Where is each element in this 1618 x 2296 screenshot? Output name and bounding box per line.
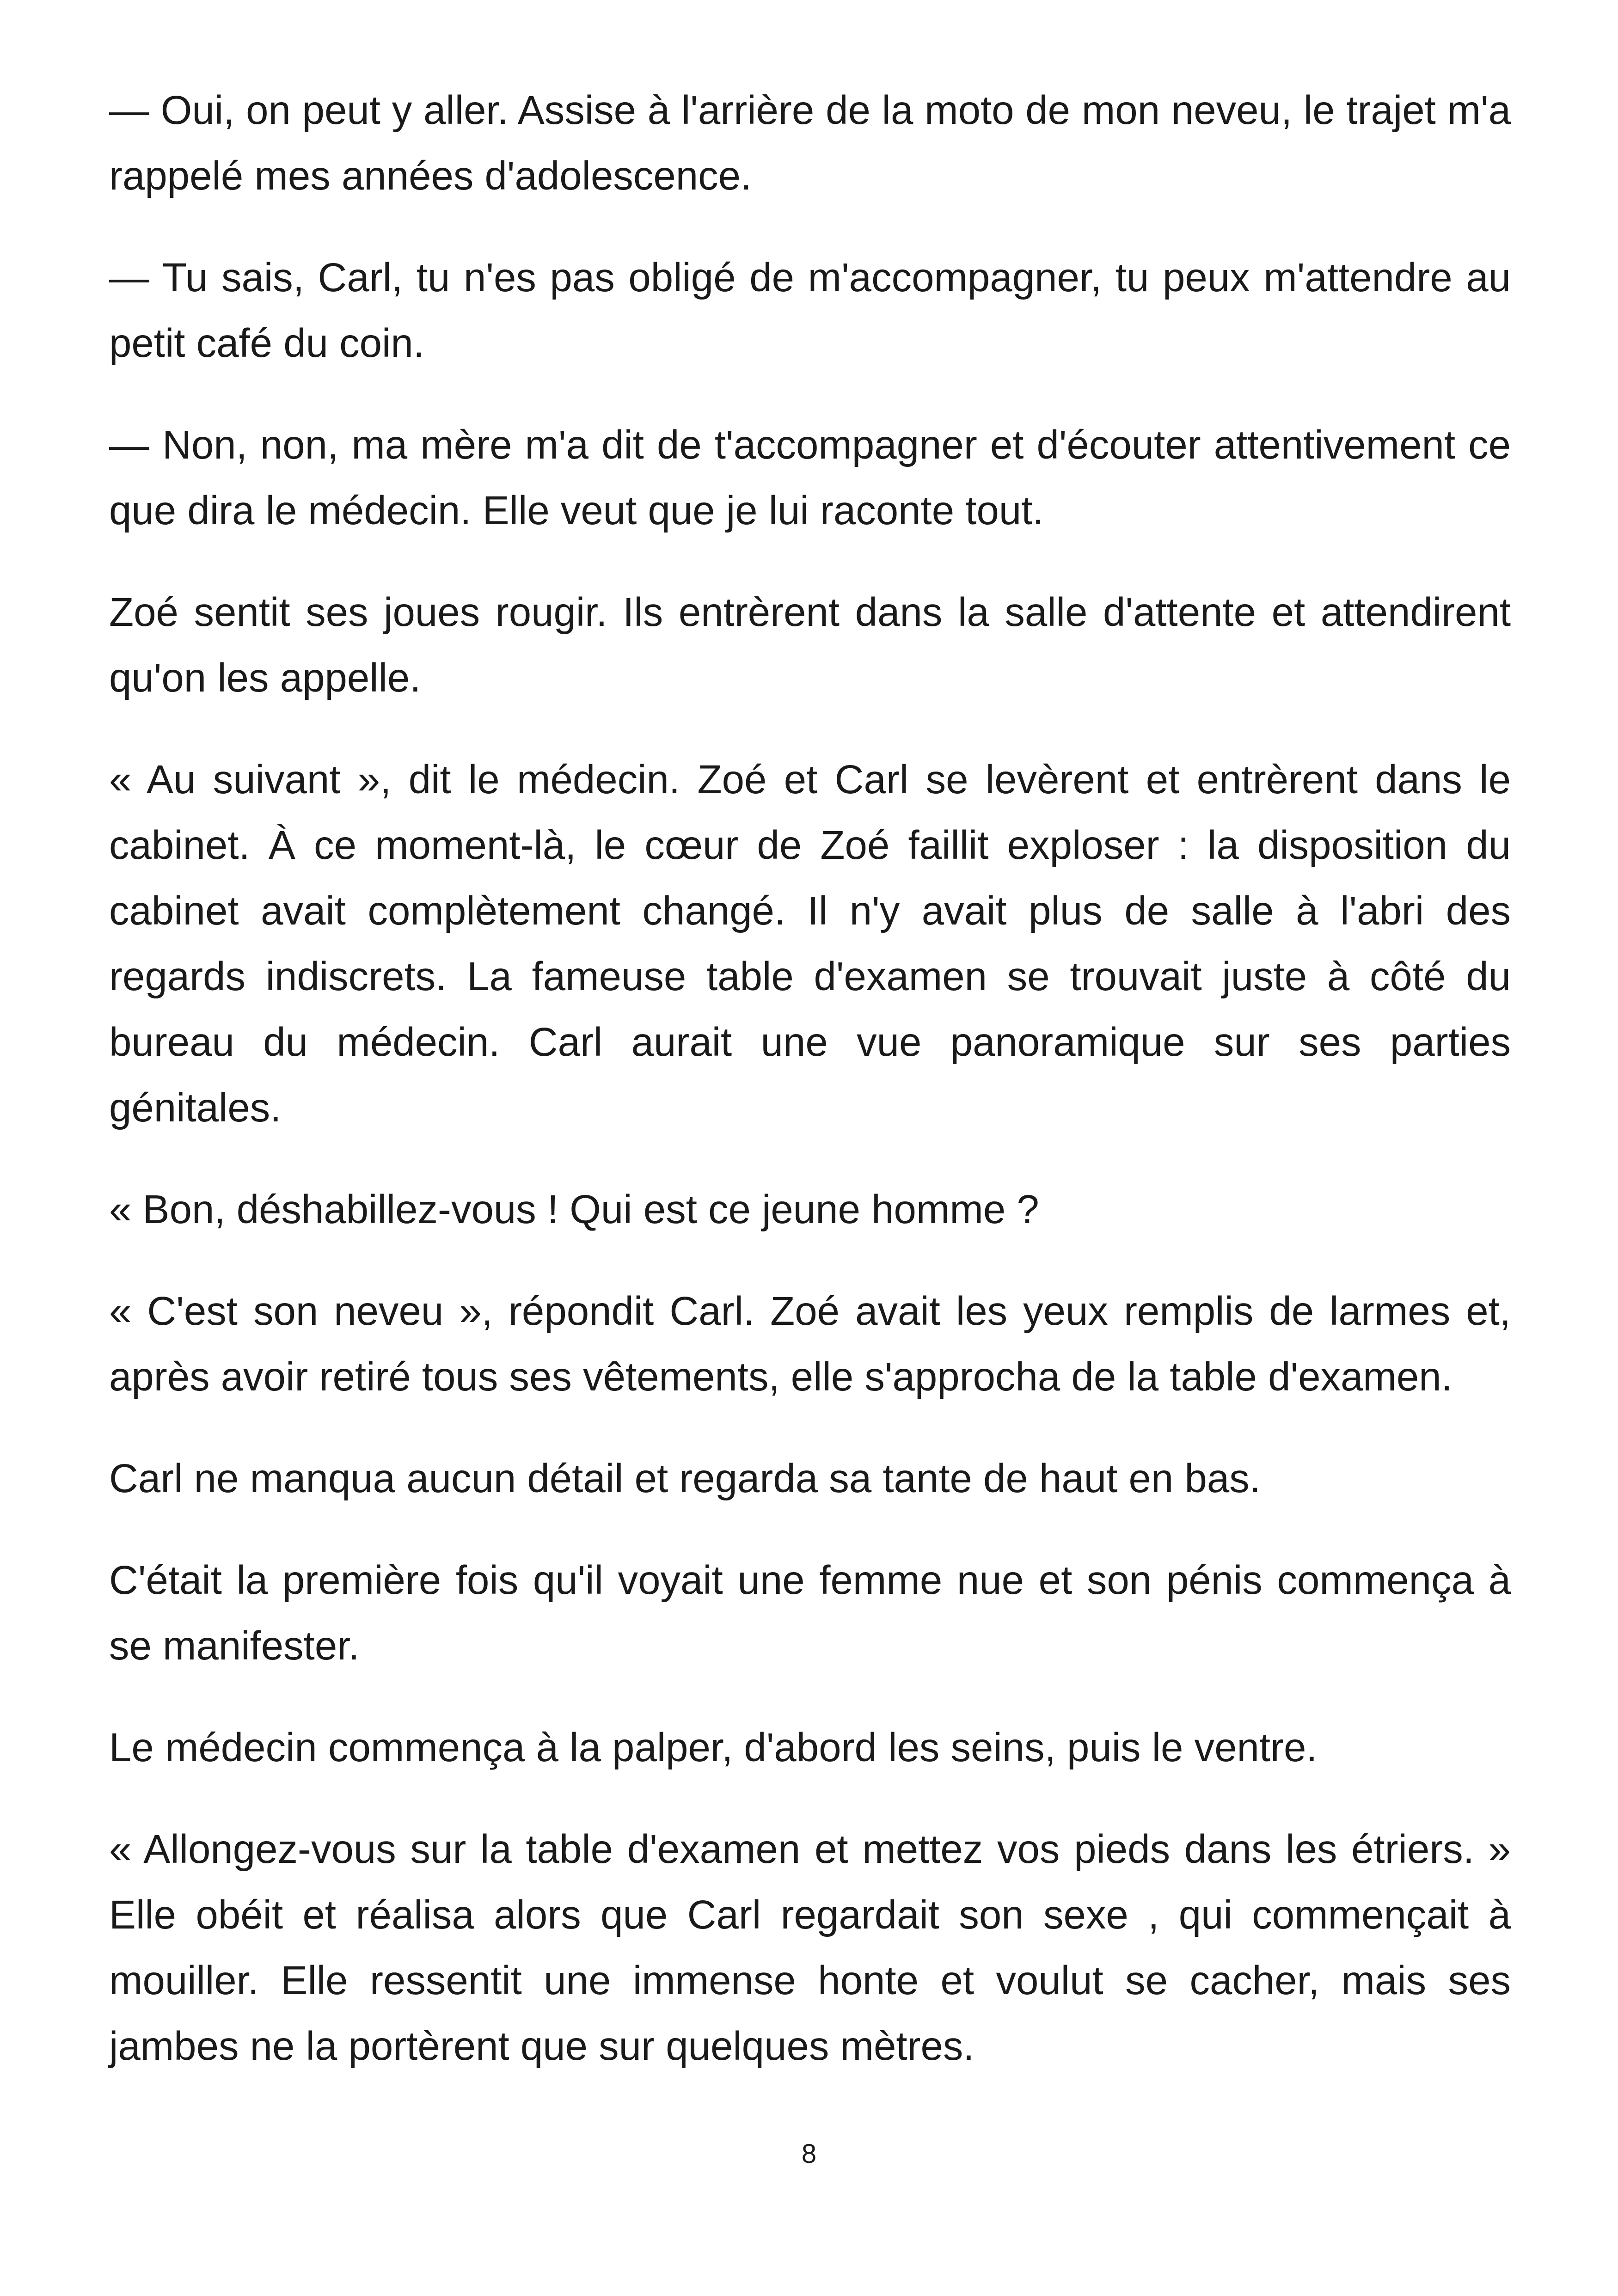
paragraph-8: Carl ne manqua aucun détail et regarda sa tante de haut en bas. <box>109 1456 1261 1501</box>
paragraph-9: C'était la première fois qu'il voyait une femme nue et son pénis commença à se manifester. <box>109 1558 1511 1668</box>
paragraph-6: « Bon, déshabillez-vous ! Qui est ce jeune homme ? <box>109 1187 1039 1232</box>
paragraph-3: — Non, non, ma mère m'a dit de t'accompagner et d'écouter attentivement ce que dira le médecin. Elle veut que je lui raconte tout. <box>109 422 1511 533</box>
body-text <box>109 78 1511 2115</box>
page-number: 8 <box>801 2139 817 2169</box>
paragraph-1: — Oui, on peut y aller. Assise à l'arrière de la moto de mon neveu, le trajet m'a rappelé mes années d'adolescence. <box>109 88 1511 198</box>
paragraph-2: — Tu sais, Carl, tu n'es pas obligé de m'accompagner, tu peux m'attendre au petit café du coin. <box>109 255 1511 366</box>
paragraph-5: « Au suivant », dit le médecin. Zoé et Carl se levèrent et entrèrent dans le cabinet. À ce moment-là, le cœur de Zoé faillit exploser : la disposition du cabinet avait complètement changé. Il n'y avait plus de salle à l'abri des regards indiscrets. La fameuse table d'examen se trouvait juste à côté du bureau du médecin. Carl aurait une vue panoramique sur ses parties génitales. <box>109 757 1511 1130</box>
paragraph-7: « C'est son neveu », répondit Carl. Zoé avait les yeux remplis de larmes et, après avoir retiré tous ses vêtements, elle s'approcha de la table d'examen. <box>109 1289 1511 1399</box>
paragraph-4: Zoé sentit ses joues rougir. Ils entrèrent dans la salle d'attente et attendirent qu'on les appelle. <box>109 590 1511 700</box>
paragraph-11: « Allongez-vous sur la table d'examen et mettez vos pieds dans les étriers. » Elle obéit et réalisa alors que Carl regardait son sexe , qui commençait à mouiller. Elle ressentit une immense honte et voulut se cacher, mais ses jambes ne la portèrent que sur quelques mètres. <box>109 1827 1511 2069</box>
paragraph-10: Le médecin commença à la palper, d'abord les seins, puis le ventre. <box>109 1725 1318 1770</box>
